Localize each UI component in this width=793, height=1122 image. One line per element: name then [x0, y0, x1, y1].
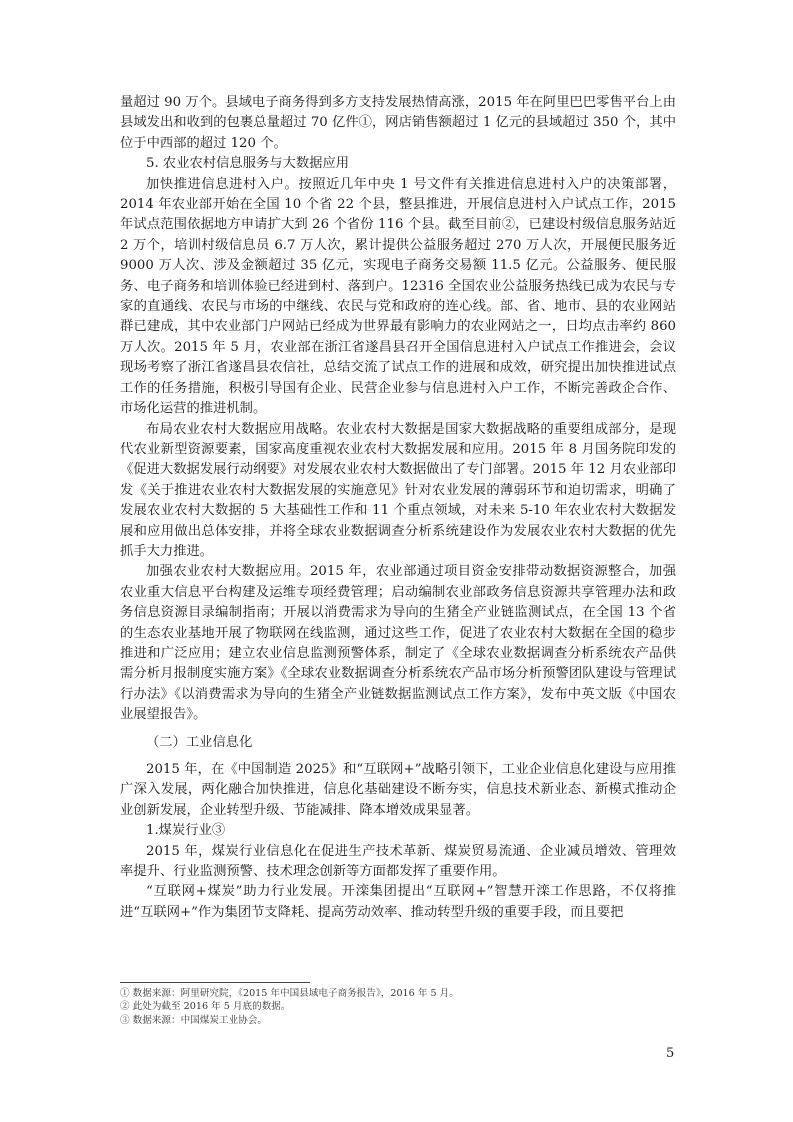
footnote-separator	[120, 982, 310, 983]
footnote-1: ① 数据来源：阿里研究院，《2015 年中国县域电子商务报告》，2016 年 5 月。	[120, 988, 459, 999]
paragraph-industry-intro: 2015 年，在《中国制造 2025》和“互联网+”战略引领下，工业企业信息化建设与应用推广深入发展，两化融合加快推进，信息化基础建设不断夯实，信息技术新业态、新模式推动企业创新发展，企业转型升级、节能减排、降本增效成果显著。	[120, 762, 676, 818]
paragraph-info-village: 加快推进信息进村入户。按照近几年中央 1 号文件有关推进信息进村入户的决策部署，2014 年农业部开始在全国 10 个省 22 个县，整县推进，开展信息进村入户试点工作，2015 年试点范围依据地方申请扩大到 26 个省份 116 个县。截至目前②，已建设村级信息服务站近 2 万个，培训村级信息员 6.7 万人次，累计提供公益服务超过 270 万人次，开展便民服务近 9000 万人次、涉及金额超过 35 亿元，实现电子商务交易额 11.5 亿元。公益服务、便民服务、电子商务和培训体验已经进到村、落到户。12316 全国农业公益服务热线已成为农民与专家的直通线、农民与市场的中继线、农民与党和政府的连心线。部、省、地市、县的农业网站群已建成，其中农业部门户网站已经成为世界最有影响力的农业网站之一，日均点击率约 860 万人次。2015 年 5 月，农业部在浙江省遂昌县召开全国信息进村入户试点工作推进会，会议现场考察了浙江省遂昌县农信社，总结交流了试点工作的进展和成效，研究提出加快推进试点工作的任务措施，积极引导国有企业、民营企业参与信息进村入户工作，不断完善政企合作、市场化运营的推进机制。	[120, 176, 676, 417]
footnote-3: ③ 数据来源：中国煤炭工业协会。	[120, 1014, 267, 1026]
footnote-2: ② 此处为截至 2016 年 5 月底的数据。	[120, 1001, 291, 1013]
body-text	[120, 93, 676, 923]
section-heading-industry: （二）工业信息化	[146, 734, 253, 750]
paragraph-coal-overview: 2015 年，煤炭行业信息化在促进生产技术革新、煤炭贸易流通、企业减员增效、管理效率提升、行业监测预警、技术理念创新等方面都发挥了重要作用。	[120, 843, 676, 880]
paragraph-big-data-strategy: 布局农业农村大数据应用战略。农业农村大数据是国家大数据战略的重要组成部分，是现代农业新型资源要素，国家高度重视农业农村大数据发展和应用。2015 年 8 月国务院印发的《促进大数据发展行动纲要》对发展农业农村大数据做出了专门部署。2015 年 12 月农业部印发《关于推进农业农村大数据发展的实施意见》针对农业发展的薄弱环节和迫切需求，明确了发展农业农村大数据的 5 大基础性工作和 11 个重点领域，对未来 5-10 年农业农村大数据发展和应用做出总体安排，并将全球农业数据调查分析系统建设作为发展农业农村大数据的优先抓手大力推进。	[120, 421, 676, 559]
paragraph-ecommerce-end: 量超过 90 万个。县域电子商务得到多方支持发展热情高涨，2015 年在阿里巴巴零售平台上由县域发出和收到的包裹总量超过 70 亿件①，网店销售额超过 1 亿元的县域超过 350 个，其中位于中西部的超过 120 个。	[120, 95, 676, 151]
paragraph-internet-plus-coal: “互联网+煤炭”助力行业发展。开滦集团提出“互联网+”智慧开滦工作思路，不仅将推进“互联网+”作为集团节支降耗、提高劳动效率、推动转型升级的重要手段，而且要把	[120, 884, 676, 920]
page-number: 5	[666, 1046, 675, 1061]
paragraph-big-data-application: 加强农业农村大数据应用。2015 年，农业部通过项目资金安排带动数据资源整合，加强农业重大信息平台构建及运维专项经费管理；启动编制农业部政务信息资源共享管理办法和政务信息资源目录编制指南；开展以消费需求为导向的生猪全产业链监测试点，在全国 13 个省的生态农业基地开展了物联网在线监测，通过这些工作，促进了农业农村大数据在全国的稳步推进和广泛应用；建立农业信息监测预警体系，制定了《全球农业数据调查分析系统农产品供需分析月报制度实施方案》《全球农业数据调查分析系统农产品市场分析预警团队建设与管理试行办法》《以消费需求为导向的生猪全产业链数据监测试点工作方案》，发布中英文版《中国农业展望报告》。	[120, 564, 676, 723]
section-heading-5: 5. 农业农村信息服务与大数据应用	[146, 156, 350, 172]
subsection-heading-coal: 1.煤炭行业③	[146, 823, 226, 839]
footnotes	[120, 987, 676, 1027]
